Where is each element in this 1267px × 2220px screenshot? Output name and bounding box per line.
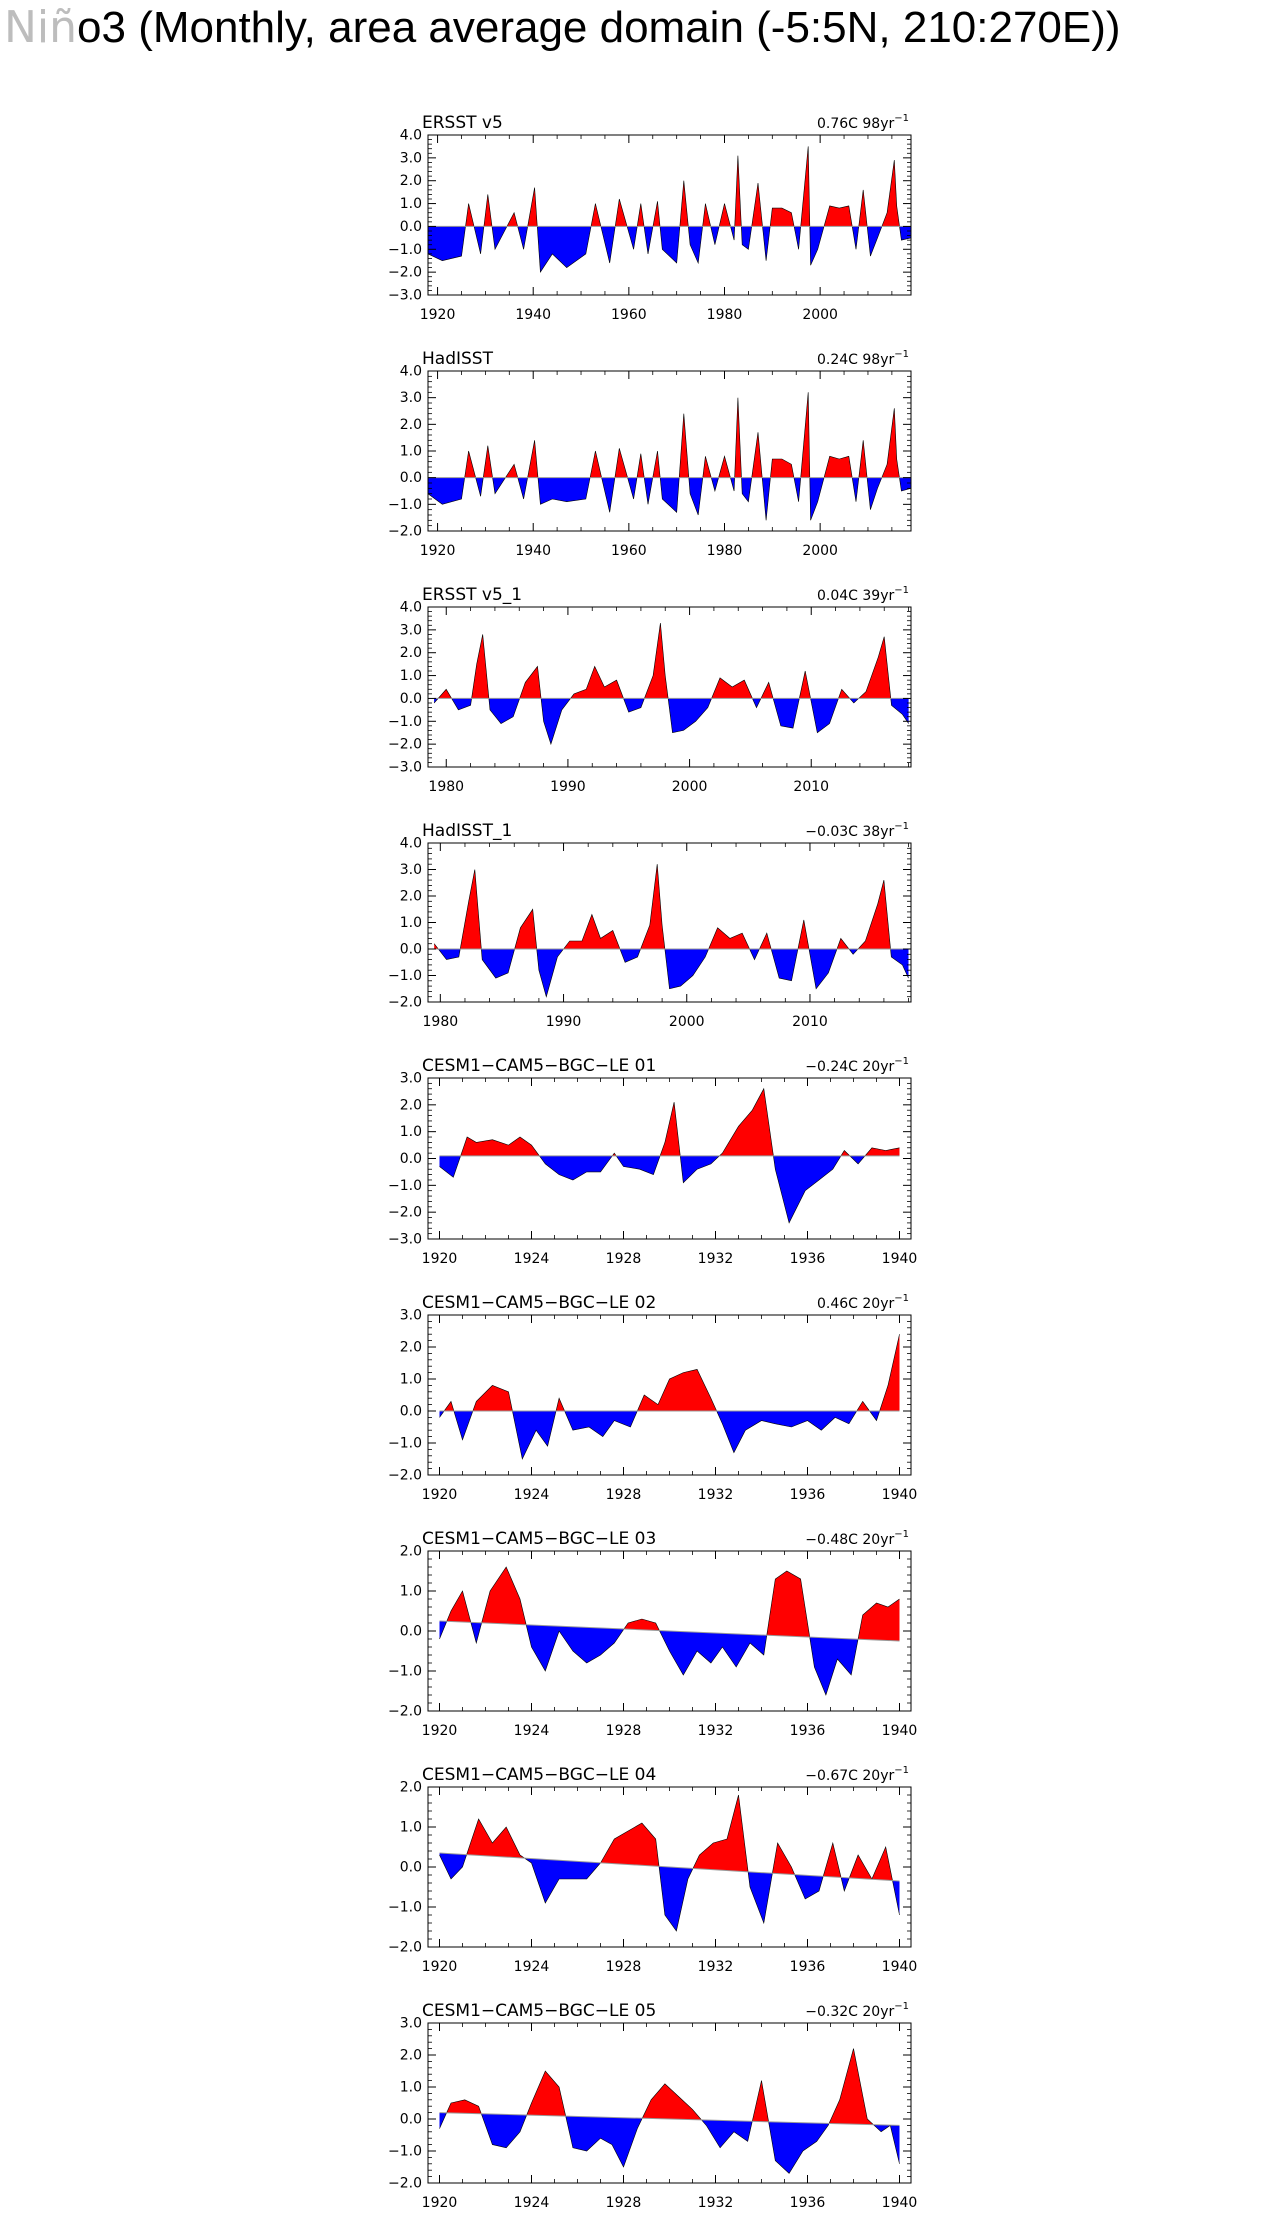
panel-1 — [388, 113, 911, 323]
y-tick-label: 4.0 — [399, 599, 422, 616]
y-tick-label: 2.0 — [399, 1779, 422, 1796]
positive-area — [461, 1089, 900, 1156]
x-tick-label: 1928 — [605, 1487, 642, 1503]
y-tick-label: 2.0 — [399, 888, 422, 905]
series-line — [434, 623, 908, 744]
panel-trend — [805, 1529, 909, 1548]
y-tick-label: −2.0 — [388, 2175, 422, 2192]
y-tick-label: 3.0 — [399, 862, 422, 878]
panel-trend-text: −0.24C 20yr — [805, 1059, 895, 1075]
panel-trend-exponent: −1 — [894, 1765, 909, 1776]
y-tick-label: 4.0 — [399, 363, 422, 380]
negative-area — [440, 1156, 866, 1223]
panel-3 — [388, 585, 911, 795]
x-tick-label: 1932 — [697, 1251, 734, 1267]
panel-name: CESM1−CAM5−BGC−LE 03 — [422, 1529, 657, 1549]
page-title-prefix: Niñ — [4, 2, 78, 53]
x-tick-label: 1924 — [513, 2195, 550, 2211]
x-tick-label: 1980 — [428, 779, 465, 795]
panel-trend-exponent: −1 — [894, 1529, 909, 1540]
y-tick-label: 1.0 — [399, 915, 422, 931]
panel-frame — [428, 371, 911, 531]
y-tick-label: −1.0 — [388, 1435, 422, 1452]
panel-trend — [817, 113, 909, 132]
y-tick-label: −2.0 — [388, 994, 422, 1011]
panel-trend-exponent: −1 — [894, 1293, 909, 1304]
x-tick-label: 2010 — [793, 779, 830, 795]
y-tick-label: −1.0 — [388, 496, 422, 513]
x-tick-label: 1940 — [881, 1959, 918, 1975]
x-tick-label: 1920 — [421, 1487, 458, 1503]
negative-area — [440, 1411, 880, 1459]
y-tick-label: 0.0 — [399, 1151, 422, 1167]
y-tick-label: 2.0 — [399, 2047, 422, 2064]
y-tick-label: 2.0 — [399, 645, 422, 662]
x-tick-label: 1932 — [697, 1723, 734, 1739]
y-tick-label: 0.0 — [399, 1859, 422, 1876]
x-tick-label: 1940 — [881, 1723, 918, 1739]
x-tick-label: 1932 — [697, 1959, 734, 1975]
x-tick-label: 1936 — [789, 1487, 826, 1503]
x-tick-label: 1928 — [605, 1959, 642, 1975]
panel-name: CESM1−CAM5−BGC−LE 02 — [422, 1293, 657, 1313]
y-tick-label: 1.0 — [399, 1371, 422, 1388]
panel-frame — [428, 607, 911, 767]
y-tick-label: 3.0 — [399, 150, 422, 167]
x-tick-label: 1980 — [706, 543, 743, 559]
panel-trend-exponent: −1 — [894, 585, 909, 596]
y-tick-label: −3.0 — [388, 759, 422, 776]
negative-area — [438, 949, 908, 997]
y-tick-label: 1.0 — [399, 2079, 422, 2096]
x-tick-label: 1940 — [881, 1251, 918, 1267]
y-tick-label: −1.0 — [388, 1899, 422, 1916]
y-tick-label: 0.0 — [399, 941, 422, 958]
x-tick-label: 1924 — [513, 1251, 550, 1267]
panel-7 — [388, 1529, 917, 1739]
x-tick-label: 2000 — [802, 543, 838, 559]
panel-trend-text: 0.46C 20yr — [816, 1296, 895, 1312]
y-tick-label: 3.0 — [399, 390, 422, 407]
y-tick-label: −1.0 — [388, 713, 422, 730]
positive-area — [447, 1567, 900, 1641]
panel-trend-text: −0.67C 20yr — [805, 1768, 895, 1784]
x-tick-label: 2000 — [671, 779, 708, 795]
y-tick-label: −2.0 — [388, 736, 422, 753]
panel-name: ERSST v5 — [422, 113, 503, 133]
x-tick-label: 1924 — [513, 1487, 550, 1503]
x-tick-label: 1920 — [419, 543, 456, 559]
panel-trend-exponent: −1 — [894, 1056, 909, 1067]
x-tick-label: 1920 — [421, 1251, 458, 1267]
x-tick-label: 1980 — [422, 1014, 459, 1030]
y-tick-label: 0.0 — [399, 690, 422, 707]
y-tick-label: −2.0 — [388, 1703, 422, 1720]
x-tick-label: 1936 — [789, 2195, 826, 2211]
panel-6 — [388, 1293, 917, 1503]
x-tick-label: 1940 — [515, 307, 552, 323]
panel-trend-exponent: −1 — [894, 113, 909, 124]
x-tick-label: 1936 — [789, 1723, 826, 1739]
panel-trend — [805, 1765, 909, 1784]
x-tick-label: 1940 — [881, 1487, 918, 1503]
y-tick-label: 0.0 — [399, 218, 422, 235]
x-tick-label: 1960 — [611, 543, 647, 559]
panel-name: HadISST_1 — [422, 821, 513, 841]
x-tick-label: 1990 — [550, 779, 586, 795]
y-tick-label: 0.0 — [399, 1623, 422, 1640]
panel-trend-exponent: −1 — [894, 821, 909, 832]
x-tick-label: 1936 — [789, 1251, 826, 1267]
positive-area — [444, 1334, 899, 1411]
panel-trend — [817, 1293, 909, 1312]
x-tick-label: 1928 — [605, 1723, 642, 1739]
y-tick-label: −1.0 — [388, 1177, 422, 1194]
panel-trend — [805, 1056, 909, 1075]
y-tick-label: 2.0 — [399, 173, 422, 190]
page-title-main: o3 (Monthly, area average domain (-5:5N, 210:270E)) — [77, 3, 1121, 52]
panel-9 — [388, 2001, 917, 2211]
y-tick-label: 1.0 — [399, 443, 422, 460]
x-tick-label: 2000 — [802, 307, 838, 323]
x-tick-label: 1936 — [789, 1959, 826, 1975]
positive-area — [466, 146, 900, 226]
panel-trend — [805, 2001, 909, 2020]
y-tick-label: 1.0 — [399, 668, 422, 685]
x-tick-label: 2010 — [792, 1014, 828, 1030]
panel-4 — [388, 821, 911, 1030]
panel-trend-exponent: −1 — [894, 2001, 909, 2012]
y-tick-label: −1.0 — [388, 968, 422, 984]
panel-2 — [388, 349, 911, 559]
panel-trend-text: 0.76C 98yr — [816, 116, 895, 132]
y-tick-label: 1.0 — [399, 196, 422, 213]
x-tick-label: 1920 — [421, 1723, 458, 1739]
y-tick-label: −2.0 — [388, 1467, 422, 1484]
y-tick-label: 4.0 — [399, 835, 422, 852]
x-tick-label: 1920 — [419, 307, 456, 323]
y-tick-label: 3.0 — [399, 622, 422, 639]
y-tick-label: 3.0 — [399, 1070, 422, 1087]
x-tick-label: 1980 — [706, 307, 743, 323]
panel-trend-text: −0.48C 20yr — [805, 1532, 895, 1548]
panel-trend-exponent: −1 — [894, 349, 909, 360]
x-tick-label: 1990 — [545, 1014, 582, 1030]
y-tick-label: −1.0 — [388, 2143, 422, 2160]
y-tick-label: −2.0 — [388, 1204, 422, 1221]
panel-name: CESM1−CAM5−BGC−LE 05 — [422, 2001, 657, 2021]
x-tick-label: 1960 — [611, 307, 647, 323]
x-tick-label: 1940 — [515, 543, 552, 559]
y-tick-label: −2.0 — [388, 523, 422, 540]
y-tick-label: −3.0 — [388, 287, 422, 304]
y-tick-label: 2.0 — [399, 1339, 422, 1356]
panel-5 — [388, 1056, 917, 1267]
negative-area — [428, 226, 911, 272]
x-tick-label: 1928 — [605, 2195, 642, 2211]
y-tick-label: 2.0 — [399, 1543, 422, 1560]
panel-name: ERSST v5_1 — [422, 585, 523, 605]
panel-name: CESM1−CAM5−BGC−LE 01 — [422, 1056, 657, 1076]
y-tick-label: −2.0 — [388, 264, 422, 281]
y-tick-label: −1.0 — [388, 1663, 422, 1680]
panel-trend-text: 0.04C 39yr — [816, 588, 895, 604]
x-tick-label: 1940 — [881, 2195, 918, 2211]
y-tick-label: 0.0 — [399, 470, 422, 487]
y-tick-label: −1.0 — [388, 241, 422, 258]
x-tick-label: 1920 — [421, 1959, 458, 1975]
x-tick-label: 1920 — [421, 2195, 458, 2211]
y-tick-label: 1.0 — [399, 1819, 422, 1836]
y-tick-label: 4.0 — [399, 127, 422, 144]
y-tick-label: 0.0 — [399, 2111, 422, 2128]
y-tick-label: 1.0 — [399, 1583, 422, 1600]
x-tick-label: 1928 — [605, 1251, 642, 1267]
y-tick-label: 0.0 — [399, 1403, 422, 1420]
panel-trend — [805, 821, 909, 840]
panel-trend — [817, 349, 909, 368]
y-tick-label: 2.0 — [399, 416, 422, 433]
x-tick-label: 1932 — [697, 1487, 734, 1503]
negative-area — [428, 478, 911, 521]
y-tick-label: 3.0 — [399, 2015, 422, 2032]
positive-area — [434, 864, 890, 949]
positive-area — [447, 2049, 874, 2125]
positive-area — [438, 623, 891, 698]
y-tick-label: 3.0 — [399, 1307, 422, 1324]
panel-8 — [388, 1765, 917, 1975]
panel-trend — [817, 585, 909, 604]
panel-name: HadISST — [422, 349, 493, 369]
y-tick-label: 2.0 — [399, 1097, 422, 1114]
panel-name: CESM1−CAM5−BGC−LE 04 — [422, 1765, 657, 1785]
panel-trend-text: −0.03C 38yr — [805, 824, 895, 840]
y-tick-label: −3.0 — [388, 1231, 422, 1248]
panel-trend-text: −0.32C 20yr — [805, 2004, 895, 2020]
x-tick-label: 1924 — [513, 1959, 550, 1975]
x-tick-label: 1924 — [513, 1723, 550, 1739]
y-tick-label: −2.0 — [388, 1939, 422, 1956]
x-tick-label: 2000 — [668, 1014, 705, 1030]
panel-trend-text: 0.24C 98yr — [816, 352, 895, 368]
y-tick-label: 1.0 — [399, 1124, 422, 1141]
x-tick-label: 1932 — [697, 2195, 734, 2211]
